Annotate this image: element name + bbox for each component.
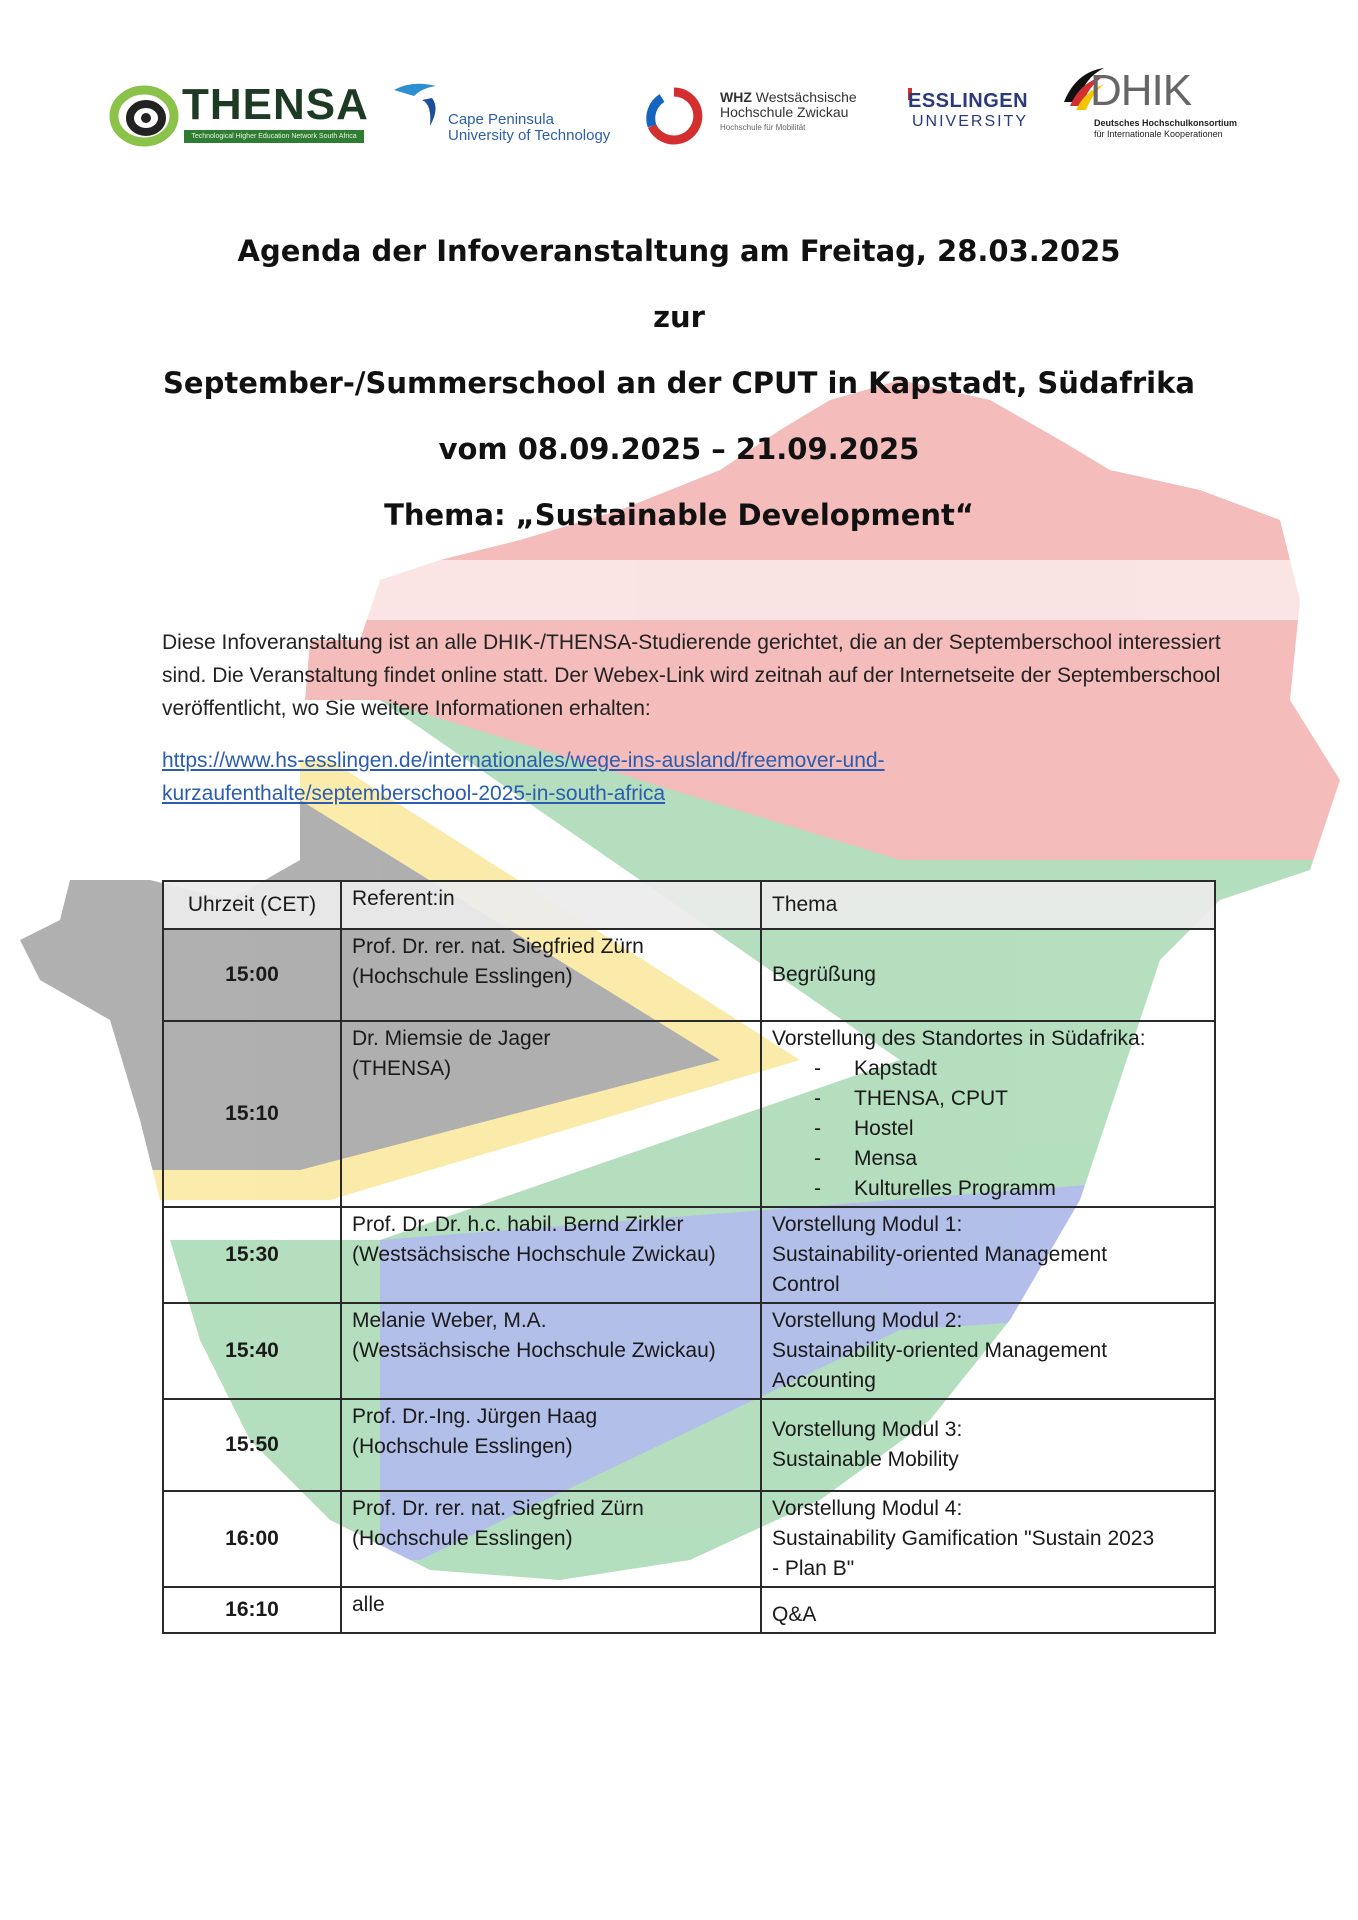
- table-row: [163, 1303, 1215, 1399]
- dhik-subtitle: Deutsches Hochschulkonsortium für Internationale Kooperationen: [1094, 118, 1238, 139]
- speaker-cell: Prof. Dr.-Ing. Jürgen Haag (Hochschule Esslingen): [341, 1399, 761, 1491]
- column-header-time: Uhrzeit (CET): [163, 881, 341, 929]
- intro-paragraph: Diese Infoveranstaltung ist an alle DHIK-/THENSA-Studierende gerichtet, die an der Septemberschool interessiert sind. Die Veranstaltung findet online statt. Der Webex-Link wird zeitnah auf der Internetseite der Septemberschool veröffentlicht, wo Sie weitere Informationen erhalten:: [162, 631, 1221, 720]
- event-theme: Thema: „Sustainable Development“: [384, 498, 974, 532]
- time-cell: 16:10: [163, 1587, 341, 1633]
- table-header-row: [163, 881, 1215, 929]
- dhik-wordmark: DHIK: [1090, 66, 1192, 115]
- location-bullet-list: [772, 1054, 1204, 1204]
- whz-logo: [642, 86, 882, 146]
- event-name: September-/Summerschool an der CPUT in Kapstadt, Südafrika: [163, 366, 1195, 400]
- speaker-cell: Prof. Dr. rer. nat. Siegfried Zürn (Hochschule Esslingen): [341, 929, 761, 1021]
- list-item: - Kulturelles Programm: [772, 1174, 1204, 1204]
- thensa-wordmark: THENSA: [182, 80, 369, 129]
- table-row: [163, 1399, 1215, 1491]
- column-header-speaker: Referent:in: [341, 881, 761, 929]
- table-row: [163, 1207, 1215, 1303]
- time-cell: 16:00: [163, 1491, 341, 1587]
- topic-cell: Vorstellung Modul 3: Sustainable Mobility: [761, 1399, 1215, 1491]
- agenda-table: [162, 880, 1216, 1634]
- topic-cell: Q&A: [761, 1587, 1215, 1633]
- topic-cell: Vorstellung Modul 1: Sustainability-oriented Management Control: [761, 1207, 1215, 1303]
- list-item: - Hostel: [772, 1114, 1204, 1144]
- dhik-logo: [1056, 62, 1256, 146]
- time-cell: 15:00: [163, 929, 341, 1021]
- list-item: - Kapstadt: [772, 1054, 1204, 1084]
- table-row: [163, 1491, 1215, 1587]
- column-header-topic: Thema: [761, 881, 1215, 929]
- cput-wave-icon: [392, 78, 452, 128]
- topic-cell: Vorstellung Modul 4: Sustainability Gamification "Sustain 2023 - Plan B": [761, 1491, 1215, 1587]
- cput-logo: [392, 78, 632, 148]
- time-cell: 15:10: [163, 1021, 341, 1207]
- thensa-tagline: Technological Higher Education Network South Africa: [184, 130, 364, 143]
- event-dates: vom 08.09.2025 – 21.09.2025: [438, 432, 920, 466]
- septemberschool-link[interactable]: https://www.hs-esslingen.de/internationales/wege-ins-ausland/freemover-und- kurzaufenthalte/septemberschool-2025-in-south-africa: [162, 749, 885, 805]
- speaker-cell: Prof. Dr. rer. nat. Siegfried Zürn (Hochschule Esslingen): [341, 1491, 761, 1587]
- whz-name: WHZ Westsächsische Hochschule Zwickau Hochschule für Mobilität: [720, 89, 857, 132]
- thensa-swirl-icon: [108, 74, 182, 156]
- topic-cell: Vorstellung des Standortes in Südafrika: - Kapstadt - THENSA, CPUT - Hostel - Mensa - Kulturelles Programm: [761, 1021, 1215, 1207]
- table-row: [163, 1021, 1215, 1207]
- cput-name: Cape Peninsula University of Technology: [448, 111, 611, 144]
- agenda-title: Agenda der Infoveranstaltung am Freitag, 28.03.2025: [237, 234, 1121, 268]
- list-item: - THENSA, CPUT: [772, 1084, 1204, 1114]
- thensa-logo: [108, 74, 369, 156]
- whz-ring-icon: [642, 86, 706, 146]
- speaker-cell: alle: [341, 1587, 761, 1633]
- speaker-cell: Dr. Miemsie de Jager (THENSA): [341, 1021, 761, 1207]
- time-cell: 15:40: [163, 1303, 341, 1399]
- agenda-title-connector: zur: [653, 300, 705, 334]
- speaker-cell: Melanie Weber, M.A. (Westsächsische Hochschule Zwickau): [341, 1303, 761, 1399]
- list-item: - Mensa: [772, 1144, 1204, 1174]
- time-cell: 15:30: [163, 1207, 341, 1303]
- esslingen-logo: ESSLINGEN UNIVERSITY: [908, 90, 1029, 130]
- table-row: [163, 929, 1215, 1021]
- time-cell: 15:50: [163, 1399, 341, 1491]
- topic-cell: Vorstellung Modul 2: Sustainability-oriented Management Accounting: [761, 1303, 1215, 1399]
- table-row: [163, 1587, 1215, 1633]
- speaker-cell: Prof. Dr. Dr. h.c. habil. Bernd Zirkler (Westsächsische Hochschule Zwickau): [341, 1207, 761, 1303]
- topic-cell: Begrüßung: [761, 929, 1215, 1021]
